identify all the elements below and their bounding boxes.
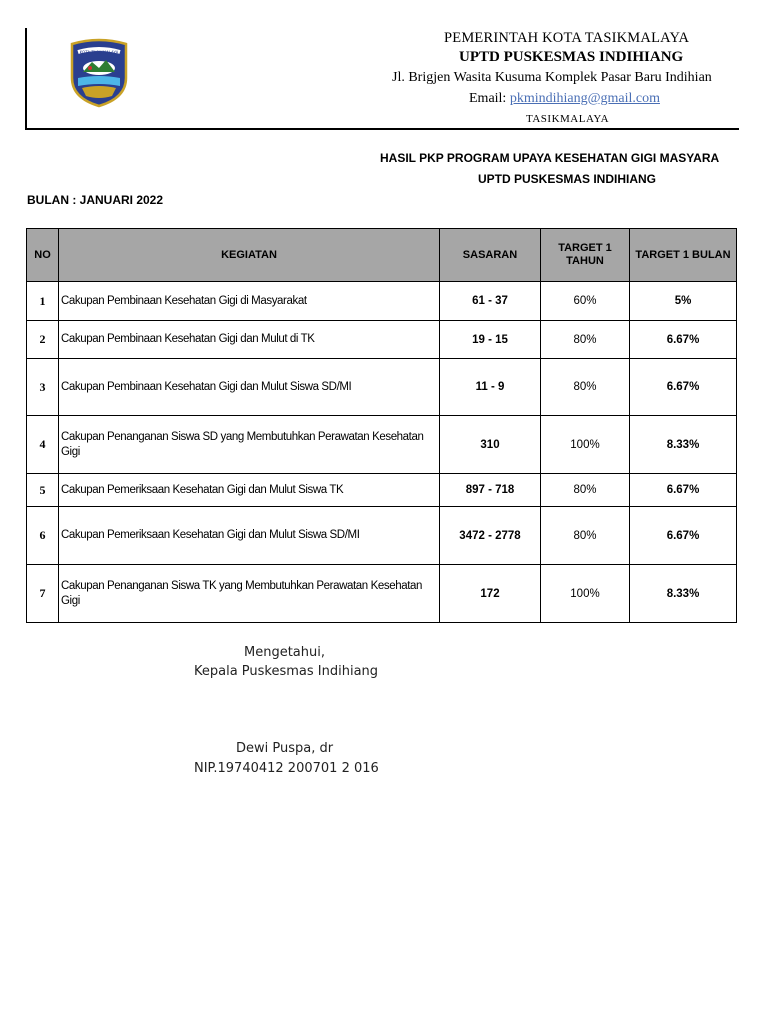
table-row [27,359,737,416]
cell-target-month: 6.67% [630,507,737,565]
cell-sasaran: 3472 - 2778 [440,507,541,565]
email-link[interactable]: pkmindihiang@gmail.com [509,91,660,106]
cell-kegiatan: Cakupan Pemeriksaan Kesehatan Gigi dan Mulut Siswa TK [59,474,440,507]
cell-target-year: 80% [541,474,630,507]
table-row [27,416,737,474]
cell-no: 7 [27,565,59,623]
cell-target-month: 6.67% [630,321,737,359]
table-row [27,474,737,507]
cell-target-month: 8.33% [630,416,737,474]
table-row [27,565,737,623]
signature-nip: NIP.19740412 200701 2 016 [194,761,379,776]
table-row [27,282,737,321]
header-target-year [541,229,630,282]
cell-no: 4 [27,416,59,474]
header-sasaran: SASARAN [440,229,541,282]
table-header-row [27,229,737,282]
cell-target-year: 80% [541,321,630,359]
email-label: Email: [469,91,507,106]
cell-sasaran: 897 - 718 [440,474,541,507]
report-title: HASIL PKP PROGRAM UPAYA KESEHATAN GIGI MASYARA [380,151,720,165]
cell-sasaran: 61 - 37 [440,282,541,321]
signature-name: Dewi Puspa, dr [236,741,334,756]
header-no: NO [27,229,59,282]
cell-sasaran: 19 - 15 [440,321,541,359]
cell-kegiatan: Cakupan Pembinaan Kesehatan Gigi dan Mulut di TK [59,321,440,359]
cell-target-year: 100% [541,416,630,474]
cell-target-year: 100% [541,565,630,623]
signature-role: Kepala Puskesmas Indihiang [194,664,379,679]
city-emblem-icon [68,38,130,108]
cell-target-year: 80% [541,359,630,416]
letterhead-address: Jl. Brigjen Wasita Kusuma Komplek Pasar Baru Indihian [392,70,712,85]
cell-target-year: 80% [541,507,630,565]
cell-kegiatan: Cakupan Pemeriksaan Kesehatan Gigi dan Mulut Siswa SD/MI [59,507,440,565]
letterhead-left-rule [25,28,27,130]
letterhead-bottom-rule [25,128,739,130]
emblem-lettering: KOTA TASIKMALAYA [79,50,119,55]
header-target-year-line2: TAHUN [566,255,604,267]
cell-no: 6 [27,507,59,565]
table-row [27,321,737,359]
cell-no: 5 [27,474,59,507]
letterhead-city: TASIKMALAYA [526,113,610,125]
cell-kegiatan: Cakupan Pembinaan Kesehatan Gigi di Masyarakat [59,282,440,321]
cell-kegiatan: Cakupan Penanganan Siswa SD yang Membutuhkan Perawatan Kesehatan Gigi [59,416,440,474]
cell-target-year: 60% [541,282,630,321]
letterhead-government: PEMERINTAH KOTA TASIKMALAYA [444,30,690,46]
header-target-month: TARGET 1 BULAN [630,229,737,282]
cell-no: 2 [27,321,59,359]
cell-kegiatan: Cakupan Pembinaan Kesehatan Gigi dan Mulut Siswa SD/MI [59,359,440,416]
cell-sasaran: 172 [440,565,541,623]
cell-target-month: 5% [630,282,737,321]
cell-kegiatan: Cakupan Penanganan Siswa TK yang Membutuhkan Perawatan Kesehatan Gigi [59,565,440,623]
letterhead-email-line [469,91,660,107]
cell-sasaran: 11 - 9 [440,359,541,416]
cell-sasaran: 310 [440,416,541,474]
cell-no: 3 [27,359,59,416]
program-results-table [26,228,737,623]
cell-target-month: 6.67% [630,359,737,416]
header-target-year-line1: TARGET 1 [558,242,612,254]
header-kegiatan: KEGIATAN [59,229,440,282]
letterhead-institution: UPTD PUSKESMAS INDIHIANG [459,49,684,65]
signature-acknowledged: Mengetahui, [244,645,325,660]
cell-target-month: 6.67% [630,474,737,507]
report-month: BULAN : JANUARI 2022 [27,193,164,207]
report-subtitle: UPTD PUSKESMAS INDIHIANG [478,172,657,186]
cell-no: 1 [27,282,59,321]
table-row [27,507,737,565]
cell-target-month: 8.33% [630,565,737,623]
